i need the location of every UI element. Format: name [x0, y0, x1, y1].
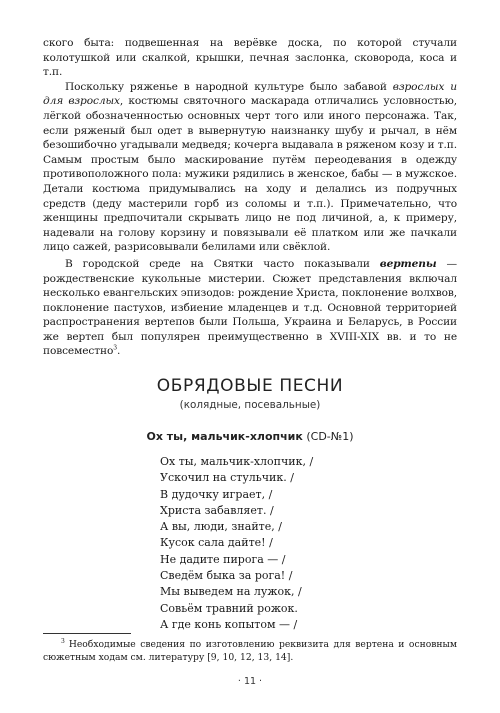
- verse-line: Христа забавляет. /: [160, 503, 274, 517]
- paragraph-3-start: В городской среде на Святки часто показывали: [65, 257, 380, 270]
- emphasis-adults: взрослых: [392, 80, 445, 93]
- verse-line: В дудочку играет, /: [160, 487, 273, 501]
- verse-line: Не дадите пирога — /: [160, 552, 286, 566]
- footnote-divider: [43, 633, 131, 634]
- verse-line: Совьём травний рожок.: [160, 601, 298, 615]
- paragraph-3: В городской среде на Святки часто показывали вертепы — рождественские кукольные мистерии. Сюжет представления включал несколько евангельских эпизодов: рождение Христа, поклонение волхвов, поклонение пастухов, избиение младенцев и т.д. Основной территорией распространения вертепов были Польша, Украина и Беларусь, в России же вертеп был популярен преимущественно в XVIII-XIX вв. и то не повсеместно$^3$.: [43, 257, 458, 358]
- verse-line: Ускочил на стульчик. /: [160, 471, 294, 485]
- section-subtitle: (колядные, посевальные): [179, 399, 321, 411]
- verse-line: А вы, люди, знайте, /: [160, 520, 282, 534]
- page-number: · 11 ·: [237, 676, 263, 687]
- section-title: ОБРЯДОВЫЕ ПЕСНИ: [156, 376, 344, 396]
- footnote-text: Необходимые сведения по изготовлению реквизита для вертена и основным сюжетным ходам см. литературу [9, 10, 12, 13, 14].: [43, 639, 457, 663]
- song-verses: [160, 454, 313, 633]
- footnote-marker[interactable]: 3: [113, 344, 117, 352]
- verse-line: Сведём быка за рога! /: [160, 569, 293, 583]
- paragraph-3-rest: — рождественские кукольные мистерии. Сюжет представления включал несколько евангельских эпизодов: рождение Христа, поклонение волхвов, поклонение пастухов, избиение младенцев и т.д. Основной территорией распространения вертепов были Польша, Украина и Беларусь, в России же вертеп был популярен преимущественно в XVIII-XIX вв. и то не повсеместно: [43, 257, 458, 358]
- main-text: [43, 36, 457, 359]
- footnote: [43, 638, 457, 664]
- verse-line: Ох ты, мальчик-хлопчик, /: [160, 455, 314, 468]
- song-title-text: Ох ты, мальчик-хлопчик: [146, 430, 303, 443]
- verse-line: Кусок сала дайте! /: [160, 536, 273, 550]
- paragraph-2: [43, 80, 457, 255]
- song-title: [0, 430, 500, 443]
- paragraph-1-text: ского быта: подвешенная на верёвке доска, по которой стучали колотушкой или скалкой, крышки, печная заслонка, сковорода, коса и т.п.: [43, 37, 457, 79]
- verse-line: А где конь копытом — /: [160, 617, 298, 631]
- song-cd-ref: (CD-№1): [302, 430, 354, 443]
- paragraph-2-rest: , костюмы святочного маскарада отличались условностью, лёгкой обозначенностью основных черт того или иного персонажа. Так, если ряженый был одет в вывернутую наизнанку шубу и рычал, в нём безошибочно угадывали медведя; кочерга выдавала в ряженом козу и т.п. Самым простым было маскирование путём переодевания в одежду противоположного пола: мужики рядились в женское, бабы — в мужское. Детали костюма придумывались на ходу и делались из подручных средств (деду мастерили горб из соломы и т.п.). Примечательно, что женщины предпочитали скрывать лицо не под личиной, а, к примеру, надевали на голову корзину и повязывали её платком или же пачкали лицо сажей, разрисовывали белилами или свёклой.: [43, 95, 457, 254]
- term-verteps: вертепы: [379, 257, 437, 270]
- emphasis-for-adults: для взрослых: [43, 95, 120, 108]
- emphasis-and: и: [444, 80, 458, 93]
- footnote-number: 3: [61, 637, 65, 645]
- verse-line: Мы выведем на лужок, /: [160, 585, 302, 599]
- paragraph-1: [43, 36, 457, 80]
- paragraph-2-start: Поскольку ряженье в народной культуре было забавой: [65, 80, 393, 93]
